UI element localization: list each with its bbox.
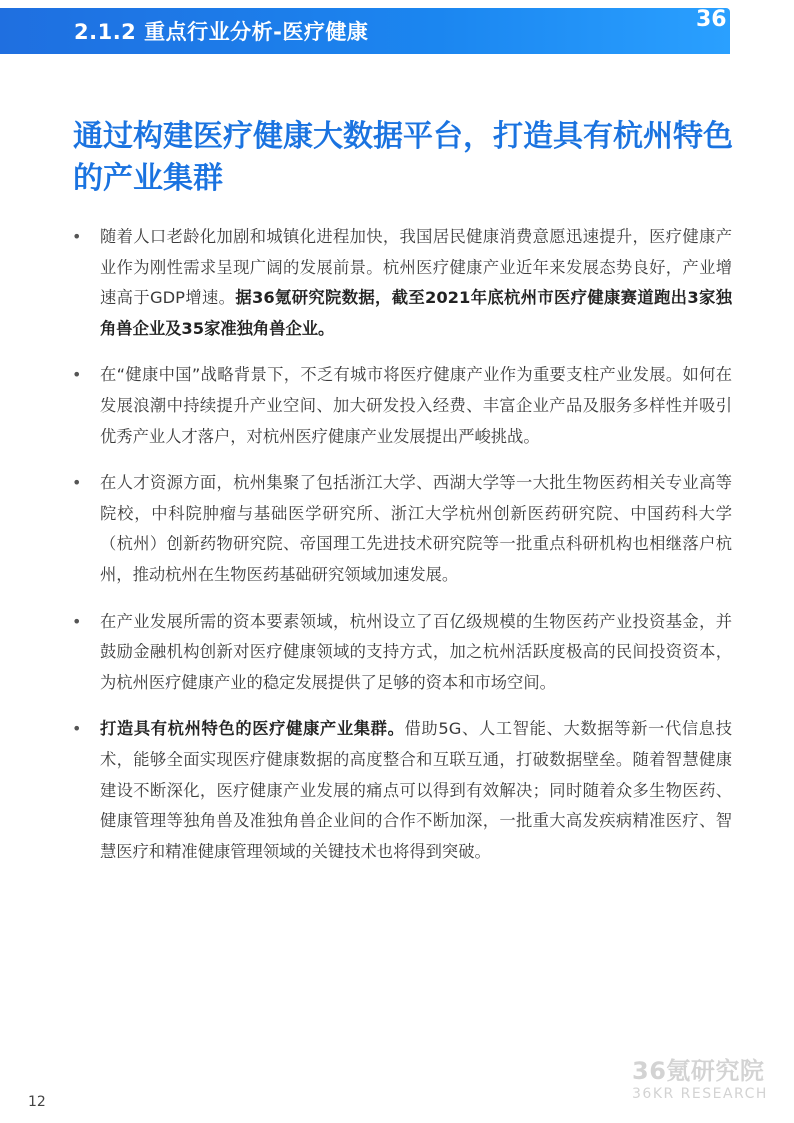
bullet-icon: •: [72, 365, 82, 385]
logo-text-36: 36: [696, 7, 727, 32]
36kr-logo: [694, 2, 794, 54]
bullet-text: 在“健康中国”战略背景下，不乏有城市将医疗健康产业作为重要支柱产业发展。如何在发展浪潮中持续提升产业空间、加大研发投入经费、丰富企业产品及服务多样性并吸引优秀产业人才落户，对杭州医疗健康产业发展提出严峻挑战。: [100, 365, 732, 446]
bullet-icon: •: [72, 227, 82, 246]
watermark-sub: 36KR RESEARCH: [632, 1086, 768, 1102]
bullet-text: 借助5G、人工智能、大数据等新一代信息技术，能够全面实现医疗健康数据的高度整合和互联互通，打破数据壁垒。随着智慧健康建设不断深化，医疗健康产业发展的痛点可以得到有效解决；同时随着众多生物医药、健康管理等独角兽及准独角兽企业间的合作不断加深，一批重大高发疾病精准医疗、智慧医疗和精准健康管理领域的关键技术也将得到突破。: [100, 719, 732, 861]
bullet-text: 在产业发展所需的资本要素领域，杭州设立了百亿级规模的生物医药产业投资基金，并鼓励金融机构创新对医疗健康领域的支持方式，加之杭州活跃度极高的民间投资资本，为杭州医疗健康产业的稳定发展提供了足够的资本和市场空间。: [100, 611, 732, 692]
list-item: [72, 714, 732, 867]
logo-text-kr: Kr: [736, 21, 780, 54]
list-item: [72, 222, 732, 344]
page-number: 12: [28, 1094, 46, 1110]
watermark: [632, 1057, 782, 1103]
headline: 通过构建医疗健康大数据平台，打造具有杭州特色的产业集群: [73, 119, 733, 196]
bullet-list: [72, 222, 732, 883]
bullet-icon: •: [72, 719, 82, 739]
list-item: [72, 360, 732, 452]
section-title: 2.1.2 重点行业分析-医疗健康: [74, 20, 369, 44]
bullet-icon: •: [72, 473, 82, 493]
bullet-text: 在人才资源方面，杭州集聚了包括浙江大学、西湖大学等一大批生物医药相关专业高等院校，中科院肿瘤与基础医学研究所、浙江大学杭州创新医药研究院、中国药科大学（杭州）创新药物研究院、帝国理工先进技术研究院等一批重点科研机构也相继落户杭州，推动杭州在生物医药基础研究领域加速发展。: [100, 473, 732, 584]
bullet-bold-tail: 据36氪研究院数据，截至2021年底杭州市医疗健康赛道跑出3家独角兽企业及35家准独角兽企业。: [100, 288, 732, 338]
list-item: [72, 607, 732, 699]
bullet-bold-lead: 打造具有杭州特色的医疗健康产业集群。: [100, 719, 405, 739]
bullet-icon: •: [72, 611, 82, 631]
watermark-main: 36氪研究院: [632, 1057, 765, 1085]
bullet-text: 随着人口老龄化加剧和城镇化进程加快，我国居民健康消费意愿迅速提升，医疗健康产业作为刚性需求呈现广阔的发展前景。杭州医疗健康产业近年来发展态势良好，产业增速高于GDP增速。: [100, 227, 732, 308]
list-item: [72, 468, 732, 590]
page-header: [0, 0, 794, 54]
